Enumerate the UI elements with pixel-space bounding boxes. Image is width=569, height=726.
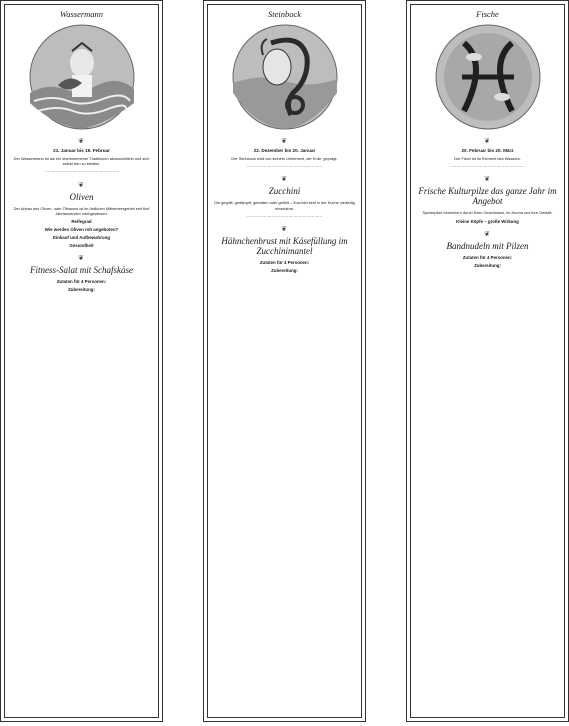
sign-title: Wassermann (59, 9, 104, 19)
capricorn-medallion-icon (231, 23, 339, 131)
date-range: 20. Februar bis 20. März (461, 148, 514, 153)
date-range: 21. Januar bis 19. Februar (53, 148, 110, 153)
divider-ornament: ❦ (78, 181, 85, 189)
instructions-heading: Zubereitung: (474, 262, 501, 268)
column-wassermann (0, 0, 163, 722)
intro-text: Der Fisch ist im Element des Wassers. (454, 156, 521, 161)
body-text-placeholder: ·························································· (246, 164, 323, 170)
section-text: Speisepilze bereichern durch ihren Geschmack, ihr Aroma und ihre Gestalt. (422, 210, 553, 216)
sign-title: Steinbock (267, 9, 302, 19)
column-content (212, 7, 357, 715)
divider-ornament: ❦ (484, 138, 491, 145)
divider-ornament: ❦ (281, 226, 288, 234)
column-content (415, 7, 560, 715)
ingredients-heading: Zutaten für 4 Personen: (56, 279, 107, 285)
intro-text: Der Wassermann ist als ein überkommener Traditionen abzuschütteln und sich selbst treu zu bleiben. (13, 156, 150, 167)
section-text: Der Anbau des Oliven- oder Ölbaums ist im östlichen Mittelmeergebiet seit fünf Jahrtausenden nachgewiesen. (13, 205, 150, 216)
intro-text: Der Steinbock wird von seinem Urelement, der Erde, geprägt. (231, 156, 338, 161)
column-content (9, 7, 154, 715)
ingredients-heading: Zutaten für 4 Personen: (462, 254, 513, 260)
divider-ornament: ❦ (78, 138, 85, 145)
section-title: Frische Kulturpilze das ganze Jahr im Angebot (418, 186, 557, 207)
subheading: Kleine Köpfe – große Wirkung (456, 218, 519, 224)
body-text-placeholder: ·························································· (246, 213, 323, 219)
column-steinbock (203, 0, 366, 722)
subheading: Gesundheit (69, 243, 94, 249)
subheading: Wie werden Oliven roh angeboten? (44, 227, 119, 233)
column-fische (406, 0, 569, 722)
sign-title: Fische (476, 9, 499, 19)
section-title: Oliven (69, 191, 94, 202)
instructions-heading: Zubereitung: (271, 268, 298, 274)
section-title: Zucchini (268, 186, 301, 197)
subheading: Einkauf und Aufbewahrung (53, 235, 110, 241)
divider-ornament: ❦ (484, 230, 491, 238)
body-text-placeholder: ·························································· (43, 169, 120, 175)
aquarius-medallion-icon (28, 23, 136, 131)
divider-ornament: ❦ (281, 176, 288, 184)
date-range: 22. Dezember bis 20. Januar (253, 148, 316, 153)
instructions-heading: Zubereitung: (68, 287, 95, 293)
section-text: Die gegrillt, gedämpft, gebraten oder gefüllt – Zucchini sind in der Küche vielseitig einsetzbar. (214, 200, 355, 211)
divider-ornament: ❦ (484, 176, 491, 184)
body-text-placeholder: ·························································· (449, 164, 526, 170)
divider-ornament: ❦ (281, 138, 288, 145)
recipe-title: Hähnchenbrust mit Käsefüllung im Zucchinimantel (221, 236, 348, 257)
subheading: Reifegrad (71, 219, 92, 225)
divider-ornament: ❦ (78, 255, 85, 263)
recipe-title: Bandnudeln mit Pilzen (446, 240, 529, 251)
recipe-title: Fitness-Salat mit Schafskäse (30, 265, 133, 276)
pisces-medallion-icon (434, 23, 542, 131)
ingredients-heading: Zutaten für 4 Personen: (259, 260, 310, 266)
